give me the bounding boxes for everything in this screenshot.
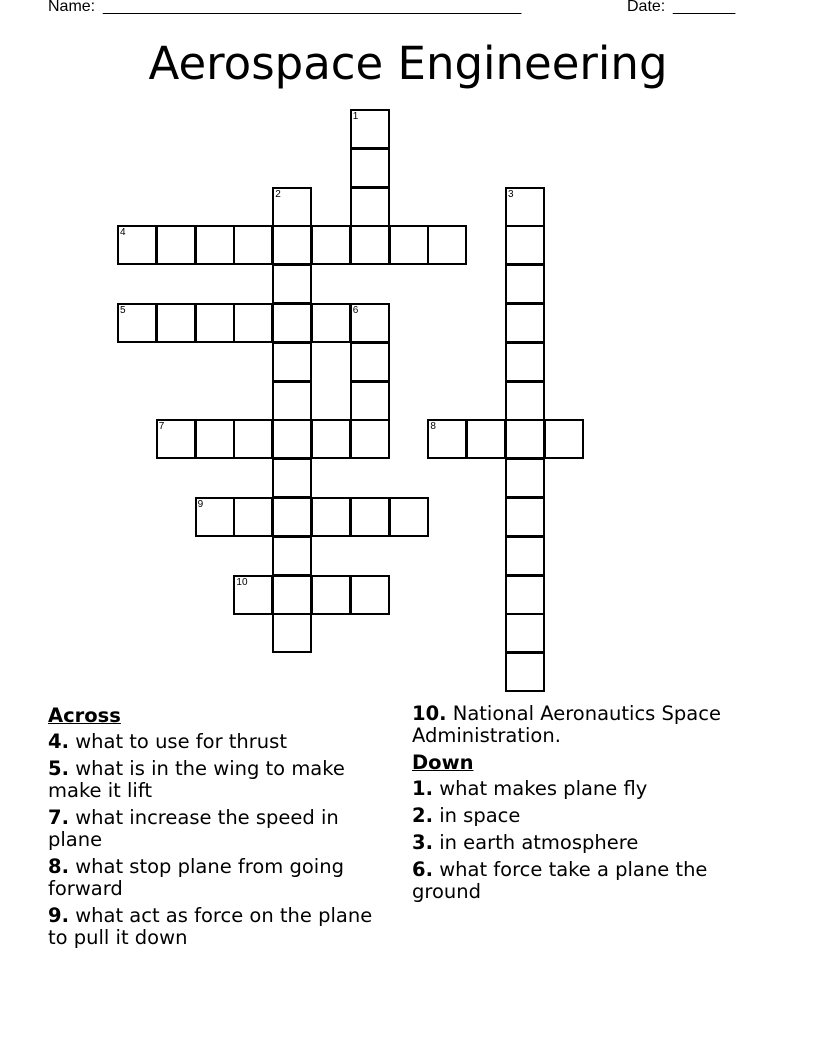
page-title: Aerospace Engineering <box>148 37 668 90</box>
cell-number: 7 <box>158 421 165 433</box>
crossword-cell[interactable] <box>544 419 584 459</box>
crossword-cell[interactable] <box>272 458 312 498</box>
crossword-cell[interactable] <box>466 419 506 459</box>
clue-number: 9. <box>48 904 69 927</box>
crossword-cell[interactable] <box>272 225 312 265</box>
clue-down-1 <box>412 778 757 800</box>
crossword-cell[interactable] <box>233 419 273 459</box>
crossword-cell[interactable] <box>272 419 312 459</box>
cell-number: 6 <box>352 305 359 316</box>
cell-number: 5 <box>120 305 126 316</box>
clue-text: what stop plane from going forward <box>48 855 344 900</box>
crossword-cell[interactable] <box>505 652 545 692</box>
crossword-cell[interactable] <box>350 148 390 188</box>
crossword-cell[interactable] <box>505 575 545 615</box>
crossword-cell[interactable] <box>389 497 429 537</box>
crossword-cell[interactable] <box>350 187 390 227</box>
crossword-cell[interactable] <box>350 419 390 459</box>
crossword-cell[interactable] <box>505 536 545 576</box>
crossword-cell[interactable] <box>195 419 235 459</box>
crossword-cell[interactable] <box>233 575 273 615</box>
crossword-cell[interactable] <box>350 381 390 421</box>
crossword-cell[interactable] <box>505 342 545 382</box>
crossword-cell[interactable] <box>350 225 390 265</box>
down-heading: Down <box>412 751 474 774</box>
crossword-cell[interactable] <box>505 225 545 265</box>
clue-text: in space <box>439 804 521 827</box>
clue-across-10 <box>412 703 757 747</box>
clue-across-8 <box>48 856 393 900</box>
cell-number: 8 <box>430 421 436 433</box>
crossword-cell[interactable] <box>427 419 467 459</box>
date-field[interactable]: _______ <box>673 0 736 15</box>
crossword-cell[interactable] <box>117 225 157 265</box>
clue-number: 2. <box>412 804 433 827</box>
crossword-cell[interactable] <box>311 497 351 537</box>
clue-number: 3. <box>412 831 433 854</box>
crossword-cell[interactable] <box>156 303 196 343</box>
clue-number: 6. <box>412 858 433 881</box>
crossword-cell[interactable] <box>350 575 390 615</box>
crossword-cell[interactable] <box>350 497 390 537</box>
cell-number: 3 <box>508 188 514 200</box>
crossword-cell[interactable] <box>233 225 273 265</box>
clue-down-6 <box>412 859 757 903</box>
crossword-cell[interactable] <box>156 225 196 265</box>
crossword-cell[interactable] <box>272 187 312 227</box>
crossword-cell[interactable] <box>505 458 545 498</box>
clue-text: what makes plane fly <box>439 777 648 800</box>
clue-number: 4. <box>48 730 69 753</box>
crossword-cell[interactable] <box>117 303 157 343</box>
clue-down-3 <box>412 832 757 854</box>
clues-column-left <box>48 703 393 954</box>
crossword-cell[interactable] <box>156 419 196 459</box>
clue-text: what to use for thrust <box>75 730 287 753</box>
cell-number: 4 <box>120 227 126 239</box>
crossword-cell[interactable] <box>350 109 390 149</box>
clue-number: 5. <box>48 757 69 780</box>
clue-text: in earth atmosphere <box>439 831 639 854</box>
crossword-cell[interactable] <box>272 613 312 653</box>
crossword-cell[interactable] <box>505 303 545 343</box>
crossword-cell[interactable] <box>505 264 545 304</box>
crossword-cell[interactable] <box>272 342 312 382</box>
crossword-cell[interactable] <box>272 536 312 576</box>
date-label: Date: <box>627 0 666 15</box>
clue-number: 10. <box>412 702 447 725</box>
clue-text: what increase the speed in plane <box>48 806 339 851</box>
crossword-cell[interactable] <box>350 342 390 382</box>
clue-across-4 <box>48 731 393 753</box>
clue-text: what force take a plane the ground <box>412 858 708 903</box>
name-label: Name: <box>48 0 96 15</box>
cell-number: 9 <box>197 499 204 510</box>
crossword-cell[interactable] <box>233 303 273 343</box>
crossword-cell[interactable] <box>505 419 545 459</box>
crossword-cell[interactable] <box>195 303 235 343</box>
name-field[interactable]: _______________________________________________ <box>103 0 522 15</box>
crossword-cell[interactable] <box>311 225 351 265</box>
clue-across-5 <box>48 758 393 802</box>
crossword-cell[interactable] <box>505 187 545 227</box>
crossword-cell[interactable] <box>195 497 235 537</box>
clue-text: what is in the wing to make make it lift <box>48 757 345 802</box>
crossword-cell[interactable] <box>195 225 235 265</box>
across-heading: Across <box>48 704 121 727</box>
cell-number: 10 <box>236 576 248 588</box>
crossword-cell[interactable] <box>427 225 467 265</box>
crossword-cell[interactable] <box>311 419 351 459</box>
clue-number: 7. <box>48 806 69 829</box>
clue-number: 8. <box>48 855 69 878</box>
clue-across-7 <box>48 807 393 851</box>
crossword-cell[interactable] <box>505 497 545 537</box>
crossword-cell[interactable] <box>311 575 351 615</box>
crossword-cell[interactable] <box>272 497 312 537</box>
crossword-cell[interactable] <box>272 381 312 421</box>
clue-text: National Aeronautics Space Administration. <box>412 702 721 747</box>
crossword-cell[interactable] <box>505 381 545 421</box>
crossword-cell[interactable] <box>505 613 545 653</box>
clue-text: what act as force on the plane to pull it down <box>48 904 373 949</box>
crossword-cell[interactable] <box>272 264 312 304</box>
clue-number: 1. <box>412 777 433 800</box>
crossword-cell[interactable] <box>389 225 429 265</box>
cell-number: 1 <box>352 111 359 122</box>
crossword-cell[interactable] <box>272 303 312 343</box>
clues-column-right <box>412 703 757 908</box>
clue-down-2 <box>412 805 757 827</box>
clue-across-9 <box>48 905 393 949</box>
crossword-cell[interactable] <box>311 303 351 343</box>
crossword-cell[interactable] <box>350 303 390 343</box>
cell-number: 2 <box>275 188 281 200</box>
crossword-cell[interactable] <box>233 497 273 537</box>
crossword-cell[interactable] <box>272 575 312 615</box>
